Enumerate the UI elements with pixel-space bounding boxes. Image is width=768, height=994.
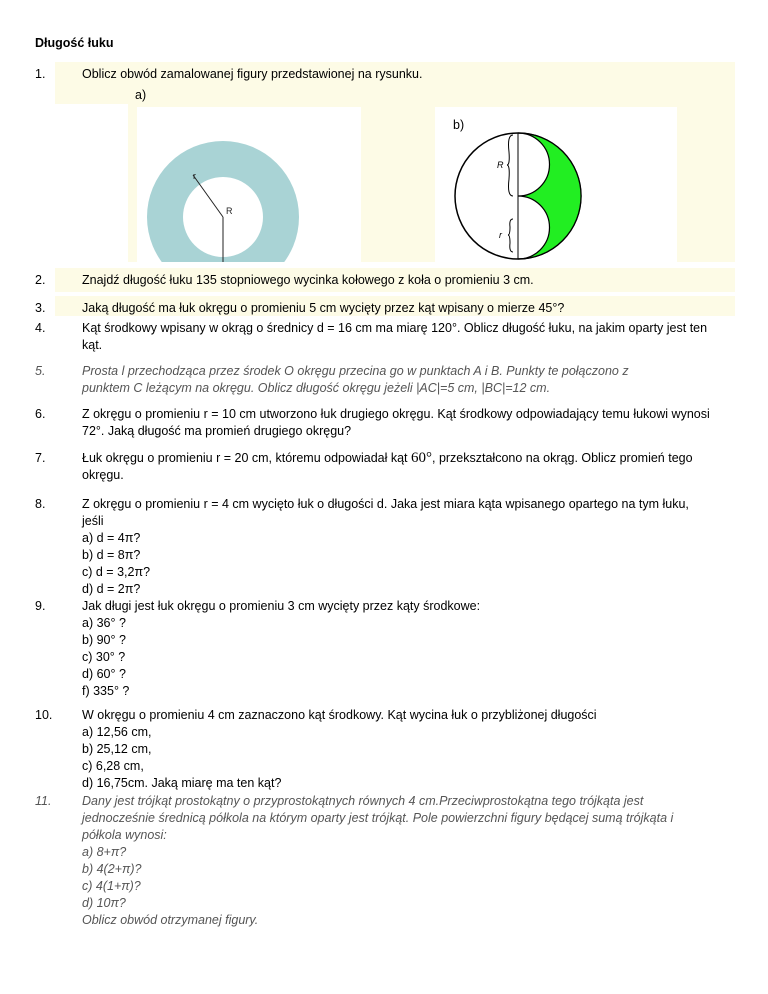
task-text [82, 793, 742, 929]
label-R-b: R [497, 160, 504, 170]
task-text [82, 450, 742, 484]
figure-b-panel [435, 107, 677, 262]
task-number: 6. [35, 407, 46, 421]
page-title: Długość łuku [35, 36, 114, 50]
task-line: W okręgu o promieniu 4 cm zaznaczono kąt środkowy. Kąt wycina łuk o przybliżonej długości [82, 708, 597, 722]
task-line: c) 6,28 cm, [82, 759, 144, 773]
task-number: 10. [35, 708, 53, 722]
task-line: 72°. Jaką długość ma promień drugiego okręgu? [82, 424, 352, 438]
task-line: Dany jest trójkąt prostokątny o przyprostokątnych równych 4 cm.Przeciwprostokątna tego trójkąta jest [82, 794, 644, 808]
task-text [82, 363, 742, 397]
task-line: a) d = 4π? [82, 531, 141, 545]
task-number: 9. [35, 599, 46, 613]
task-line: Jak długi jest łuk okręgu o promieniu 3 cm wycięty przez kąty środkowe: [82, 599, 481, 613]
task-line [82, 450, 742, 467]
angle-value: 60° [411, 450, 432, 466]
task-line: Prosta l przechodząca przez środek O okręgu przecina go w punktach A i B. Punkty te połączono z [82, 364, 629, 378]
task-line: a) 36° ? [82, 616, 126, 630]
task-number: 8. [35, 497, 46, 511]
task-number: 5. [35, 364, 46, 378]
task-text [82, 406, 742, 440]
task-text: Oblicz obwód zamalowanej figury przedstawionej na rysunku. [82, 67, 423, 81]
task-line: Oblicz obwód otrzymanej figury. [82, 913, 259, 927]
task-line: Z okręgu o promieniu r = 4 cm wycięto łuk o długości d. Jaka jest miara kąta wpisanego opartego na tym łuku, [82, 497, 689, 511]
figure-b-label: b) [453, 118, 465, 132]
figure-a-panel [137, 107, 361, 262]
task-line: c) 30° ? [82, 650, 126, 664]
task-text: Znajdź długość łuku 135 stopniowego wycinka kołowego z koła o promieniu 3 cm. [82, 273, 534, 287]
task-text [82, 707, 742, 792]
task-line: b) 25,12 cm, [82, 742, 152, 756]
task-number: 4. [35, 321, 46, 335]
task-line: f) 335° ? [82, 684, 130, 698]
task-line: d) 16,75cm. Jaką miarę ma ten kąt? [82, 776, 282, 790]
task-line: b) 4(2+π)? [82, 862, 142, 876]
moon-figure [435, 107, 677, 262]
task-text: Jaką długość ma łuk okręgu o promieniu 5 cm wycięty przez kąt wpisany o mierze 45°? [82, 301, 565, 315]
task-text [82, 496, 742, 598]
task-text [82, 320, 742, 354]
task-line: c) 4(1+π)? [82, 879, 141, 893]
task-line: półkola wynosi: [82, 828, 167, 842]
task-line: d) 60° ? [82, 667, 126, 681]
ring-figure [137, 107, 361, 262]
task-number: 11. [35, 794, 52, 808]
task-line: b) 90° ? [82, 633, 126, 647]
label-r-b: r [499, 230, 502, 240]
task-line: jednocześnie średnicą półkola na którym oparty jest trójkąt. Pole powierzchni figury będącej sumą trójkąta i [82, 811, 674, 825]
task-number: 2. [35, 273, 46, 287]
label-r: r [193, 171, 196, 181]
task-line-pre: Łuk okręgu o promieniu r = 20 cm, któremu odpowiadał kąt [82, 451, 411, 465]
task-line: kąt. [82, 338, 103, 352]
task-line: b) d = 8π? [82, 548, 141, 562]
task-line: c) d = 3,2π? [82, 565, 151, 579]
task-line: d) d = 2π? [82, 582, 141, 596]
task-line: d) 10π? [82, 896, 126, 910]
task-line: Z okręgu o promieniu r = 10 cm utworzono łuk drugiego okręgu. Kąt środkowy odpowiadający temu łukowi wynosi [82, 407, 710, 421]
task-line: jeśli [82, 514, 104, 528]
task-text [82, 598, 742, 700]
task-line: Kąt środkowy wpisany w okrąg o średnicy d = 16 cm ma miarę 120°. Oblicz długość łuku, na jakim oparty jest ten [82, 321, 708, 335]
task-number: 1. [35, 67, 46, 81]
task-line: a) 8+π? [82, 845, 127, 859]
figure-a-label: a) [135, 88, 147, 102]
task-number: 7. [35, 451, 46, 465]
label-R: R [226, 206, 233, 216]
task-line: okręgu. [82, 468, 124, 482]
task-number: 3. [35, 301, 46, 315]
task-line-post: , przekształcono na okrąg. Oblicz promień tego [432, 451, 693, 465]
task-line: a) 12,56 cm, [82, 725, 152, 739]
task-line: punktem C leżącym na okręgu. Oblicz długość okręgu jeżeli |AC|=5 cm, |BC|=12 cm. [82, 381, 551, 395]
